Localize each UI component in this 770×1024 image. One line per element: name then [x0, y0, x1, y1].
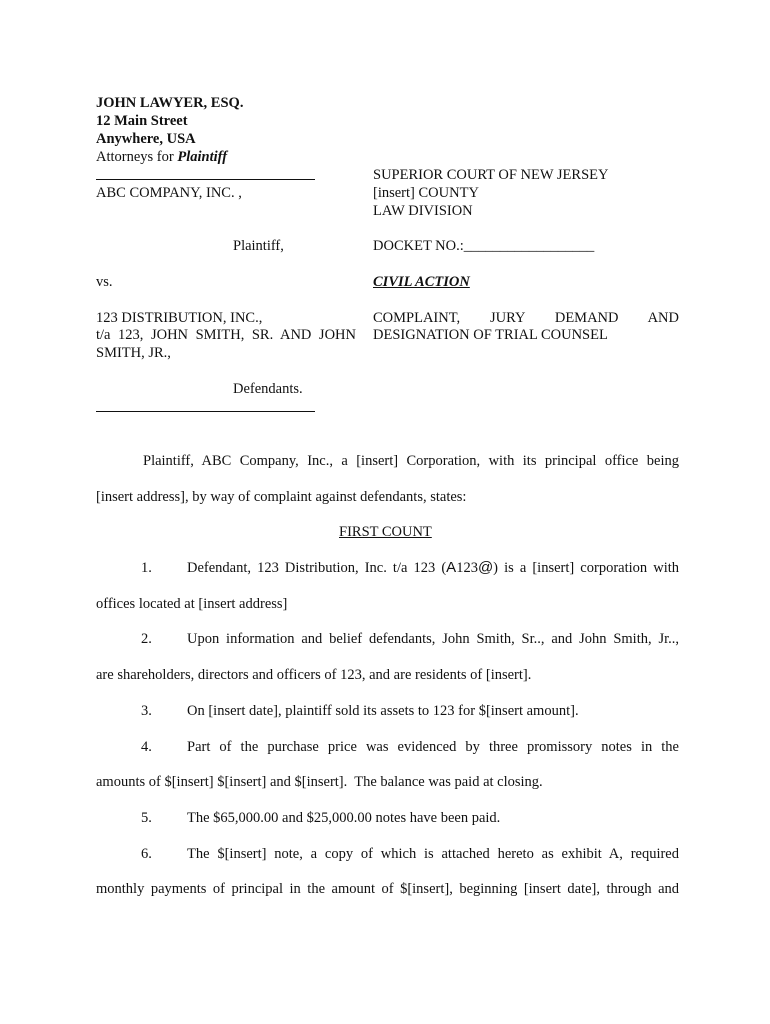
paragraph-1-mid: 123 [456, 560, 478, 576]
attorney-name: JOHN LAWYER, ESQ. [96, 95, 244, 111]
docket-number: DOCKET NO.:__________________ [373, 238, 595, 254]
paragraph-1-pre: Defendant, 123 Distribution, Inc. t/a 123 ( [187, 560, 447, 576]
defendant-line-2: t/a 123, JOHN SMITH, SR. AND JOHN [96, 327, 356, 343]
paragraph-6-number: 6. [141, 846, 152, 862]
plaintiff-name: ABC COMPANY, INC. , [96, 185, 242, 201]
civil-action-label: CIVIL ACTION [373, 274, 470, 290]
attorney-street: 12 Main Street [96, 113, 188, 129]
court-division: LAW DIVISION [373, 203, 473, 219]
paragraph-2-line-1: Upon information and belief defendants, John Smith, Sr.., and John Smith, Jr.., [187, 631, 679, 647]
paragraph-1-line-2: offices located at [insert address] [96, 596, 288, 612]
paragraph-1-line-1 [187, 559, 679, 577]
attorneys-for-party: Plaintiff [177, 149, 228, 165]
paragraph-1-post: ) is a [insert] corporation with [493, 560, 679, 576]
quote-open-glyph: A [446, 559, 457, 576]
plaintiff-label: Plaintiff, [233, 238, 284, 254]
paragraph-4-line-2: amounts of $[insert] $[insert] and $[insert]. The balance was paid at closing. [96, 774, 543, 790]
intro-line-1: Plaintiff, ABC Company, Inc., a [insert] Corporation, with its principal office being [143, 453, 679, 469]
document-title-line-1: COMPLAINT, JURY DEMAND AND [373, 310, 679, 326]
court-county: [insert] COUNTY [373, 185, 479, 201]
attorneys-for [96, 148, 227, 166]
defendants-label: Defendants. [233, 381, 303, 397]
paragraph-1-number: 1. [141, 560, 152, 576]
count-heading: FIRST COUNT [339, 524, 432, 540]
caption-bottom-rule [96, 411, 315, 412]
court-name: SUPERIOR COURT OF NEW JERSEY [373, 167, 609, 183]
versus: vs. [96, 274, 113, 290]
paragraph-3-number: 3. [141, 703, 152, 719]
paragraph-4-line-1: Part of the purchase price was evidenced by three promissory notes in the [187, 739, 679, 755]
paragraph-6-line-1: The $[insert] note, a copy of which is attached hereto as exhibit A, required [187, 846, 679, 862]
paragraph-6-line-2: monthly payments of principal in the amount of $[insert], beginning [insert date], through and [96, 881, 679, 897]
paragraph-3-line-1: On [insert date], plaintiff sold its assets to 123 for $[insert amount]. [187, 703, 579, 719]
defendant-line-3: SMITH, JR., [96, 345, 171, 361]
attorneys-for-prefix: Attorneys for [96, 149, 178, 165]
paragraph-5-number: 5. [141, 810, 152, 826]
paragraph-4-number: 4. [141, 739, 152, 755]
paragraph-2-line-2: are shareholders, directors and officers of 123, and are residents of [insert]. [96, 667, 532, 683]
caption-top-rule [96, 179, 315, 180]
attorney-city: Anywhere, USA [96, 131, 196, 147]
intro-line-2: [insert address], by way of complaint against defendants, states: [96, 489, 467, 505]
quote-close-glyph: @ [477, 559, 494, 576]
paragraph-5-line-1: The $65,000.00 and $25,000.00 notes have been paid. [187, 810, 501, 826]
paragraph-2-number: 2. [141, 631, 152, 647]
document-title-line-2: DESIGNATION OF TRIAL COUNSEL [373, 327, 608, 343]
defendant-line-1: 123 DISTRIBUTION, INC., [96, 310, 263, 326]
